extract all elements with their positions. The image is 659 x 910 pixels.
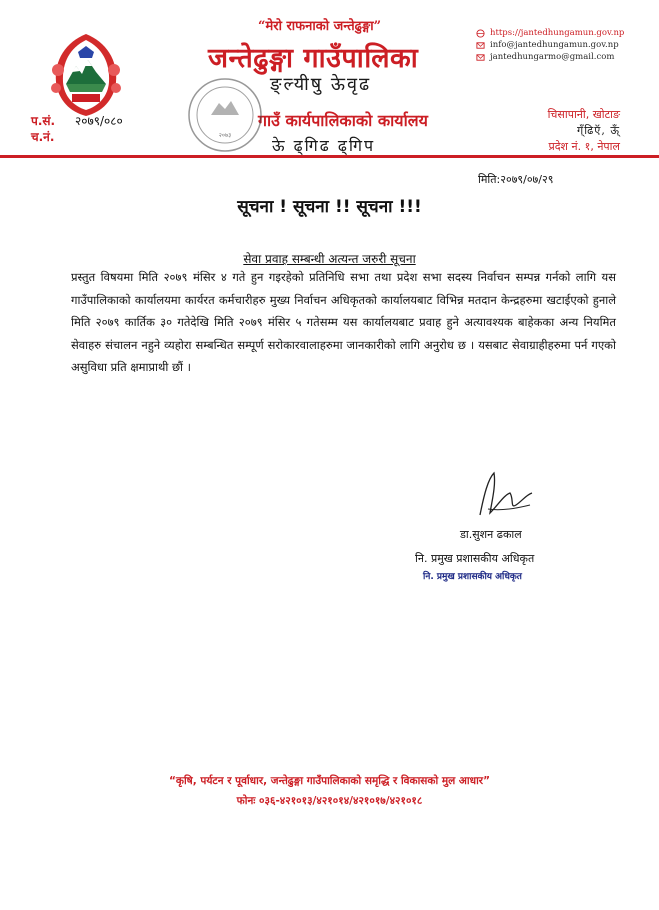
address-line-2: ग्ँढिऍ, ऊ्ँ — [577, 124, 620, 137]
org-name-script: ङ्ल्यीषु ऊेवृढ — [270, 74, 372, 95]
signer-title: नि. प्रमुख प्रशासकीय अधिकृत — [415, 552, 535, 565]
envelope-icon — [476, 53, 485, 62]
ref-label: प.सं. — [31, 114, 56, 128]
email-link-2[interactable]: jantedhungarmo@gmail.com — [490, 52, 615, 62]
globe-icon — [476, 29, 485, 38]
signer-block — [415, 523, 535, 571]
address-line-3: प्रदेश नं. १, नेपाल — [548, 140, 620, 153]
header-slogan: “मेरो राफनाको जन्तेढुङ्गा” — [258, 19, 382, 34]
signer-name: डा.सुशन ढकाल — [460, 528, 522, 541]
office-seal-stamp — [185, 75, 265, 155]
notice-title: सूचना ! सूचना !! सूचना !!! — [237, 197, 422, 217]
header-divider — [0, 155, 659, 158]
office-name-script: ऊे ढ्गिढ ढ्गिप — [272, 136, 376, 155]
notice-body: प्रस्तुत विषयमा मिति २०७९ मंसिर ४ गते हुन गइरहेको प्रतिनिधि सभा तथा प्रदेश सभा सदस्य निर्वाचन सम्पन्न गर्नको लागि यस गाउँपालिकाको कार्यालयमा कार्यरत कर्मचारीहरु मुख्य निर्वाचन अधिकृतको कार्यालयबाट विभिन्न मतदान केन्द्रहरुमा खटाईएको हुनाले मिति २०७९ कार्तिक ३० गतेदेखि मिति २०७९ मंसिर ५ गतेसम्म यस कार्यालयबाट प्रवाह हुने अत्यावश्यक बाहेकका अन्य नियमित सेवाहरु संचालन नहुने व्यहोरा सम्बन्धित सम्पूर्ण सरोकारवालाहरुमा जानकारीको लागि अनुरोध छ । यसबाट सेवाग्राहीहरुमा पर्न गएको असुविधा प्रति क्षमाप्राथी छौं । — [71, 270, 616, 375]
reference-block — [31, 113, 123, 145]
email-row-2 — [476, 51, 624, 63]
address-block — [518, 107, 620, 155]
org-name: जन्तेढुङ्गा गाउँपालिका — [208, 43, 419, 74]
official-stamp: नि. प्रमुख प्रशासकीय अधिकृत — [423, 572, 522, 582]
footer-motto: “कृषि, पर्यटन र पूर्वाधार, जन्तेढुङ्गा गाउँपालिकाको समृद्धि र विकासको मुल आधार” — [168, 775, 490, 787]
ref-value: २०७९/०८० — [75, 114, 123, 128]
website-row — [476, 27, 624, 39]
nepal-emblem-icon — [36, 30, 136, 118]
email-row — [476, 39, 624, 51]
website-link[interactable]: https://jantedhungamun.gov.np — [490, 28, 625, 38]
envelope-icon — [476, 41, 485, 50]
dispatch-label: च.नं. — [31, 130, 55, 144]
document-date: मिति:२०७९/०७/२९ — [478, 173, 554, 186]
office-name: गाउँ कार्यपालिकाको कार्यालय — [258, 111, 428, 130]
footer-phone: फोनः ०३६-४२१०१३/४२१०१४/४२१०१७/४२१०१८ — [236, 795, 423, 807]
address-line-1: चिसापानी, खोटाङ — [547, 108, 620, 121]
signature-mark — [470, 465, 540, 525]
seal-year: २०७३ — [218, 132, 232, 139]
email-link[interactable]: info@jantedhungamun.gov.np — [490, 40, 619, 50]
notice-subject: सेवा प्रवाह सम्बन्धी अत्यन्त जरुरी सूचना — [243, 252, 416, 266]
contact-block — [476, 27, 624, 63]
